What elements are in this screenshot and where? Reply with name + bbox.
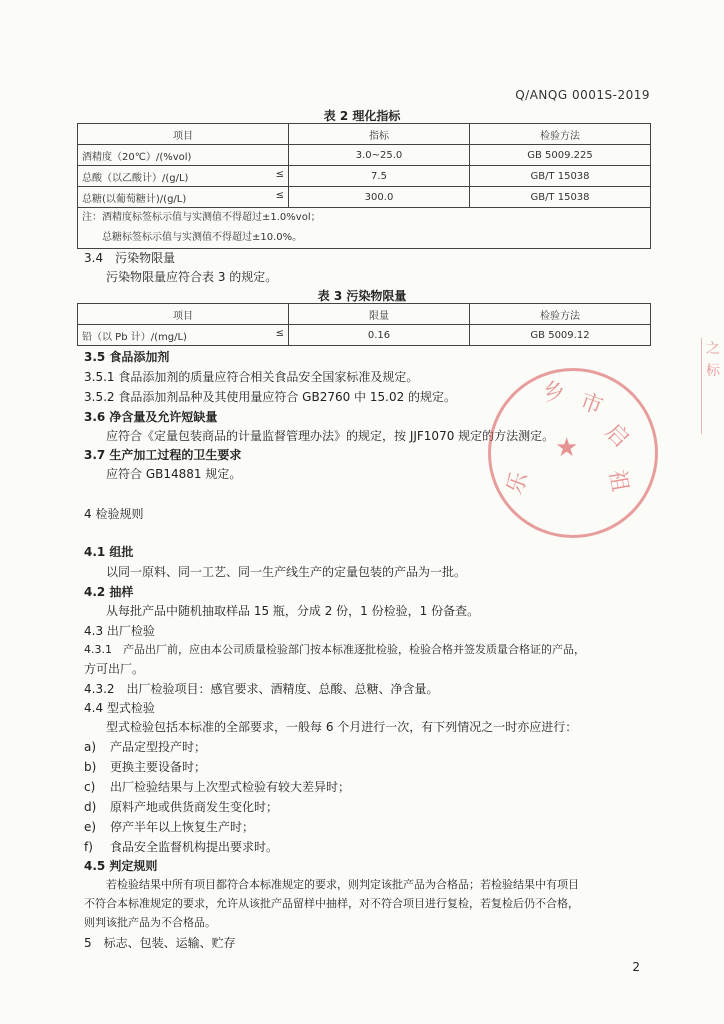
section-4-3-1: 4.3.1 产品出厂前，应由本公司质量检验部门按本标准逐批检验，检验合格并签发质量合格证的产品， [84,643,585,656]
table2-header-method: 检验方法 [470,124,651,145]
section-4-2-text: 从每批产品中随机抽取样品 15 瓶，分成 2 份，1 份检验，1 份备查。 [106,604,480,618]
list-item: c) 出厂检验结果与上次型式检验有较大差异时； [84,780,351,794]
section-3-6-heading: 3.6 净含量及允许短缺量 [84,410,218,424]
seal-star-icon: ★ [555,433,579,463]
table3-header-method: 检验方法 [470,304,651,325]
table3-value: 0.16 [289,325,470,346]
table-row [78,145,651,166]
section-4-5-line-1: 若检验结果中所有项目都符合本标准规定的要求，则判定该批产品为合格品；若检验结果中有项目 [106,878,579,891]
standard-number: Q/ANQG 0001S-2019 [515,88,650,102]
list-item: e) 停产半年以上恢复生产时； [84,820,255,834]
table-row [78,187,651,208]
table2-note-1: 注：酒精度标签标示值与实测值不得超过±1.0%vol； [82,212,321,223]
section-4-2-heading: 4.2 抽样 [84,585,134,599]
section-3-7-heading: 3.7 生产加工过程的卫生要求 [84,448,242,462]
table3-header-limit: 限量 [289,304,470,325]
edge-seal-char: 标 [706,363,720,379]
table2-item: 酒精度（20℃）/(%vol) [78,145,289,166]
seal-char: 启 [599,419,634,453]
table2-item: 总酸（以乙酸计）/(g/L) ≤ [78,166,289,187]
list-item: d) 原料产地或供货商发生变化时； [84,800,279,814]
table2-method: GB/T 15038 [470,166,651,187]
seal-char: 市 [576,388,606,420]
section-3-5-1: 3.5.1 食品添加剂的质量应符合相关食品安全国家标准及规定。 [84,370,419,384]
section-3-4-text: 污染物限量应符合表 3 的规定。 [106,270,278,284]
table2-method: GB 5009.225 [470,145,651,166]
list-item: a) 产品定型投产时； [84,740,207,754]
section-4-5-line-3: 则判该批产品为不合格品。 [84,916,216,929]
section-4-4-heading: 4.4 型式检验 [84,701,155,715]
list-item: f) 食品安全监督机构提出要求时。 [84,840,279,854]
table2 [77,123,651,249]
list-item: b) 更换主要设备时； [84,760,207,774]
section-4-1-heading: 4.1 组批 [84,545,134,559]
section-4-5-heading: 4.5 判定规则 [84,859,158,873]
section-4-heading: 4 检验规则 [84,507,144,521]
seal-char: 乐 [502,468,534,498]
seal-char: 乡 [541,378,568,407]
table2-value: 3.0~25.0 [289,145,470,166]
table2-header-item: 项目 [78,124,289,145]
table2-value: 7.5 [289,166,470,187]
section-3-4-heading: 3.4 污染物限量 [84,251,176,265]
section-4-3-2: 4.3.2 出厂检验项目：感官要求、酒精度、总酸、总糖、净含量。 [84,682,439,696]
table3-item: 铅（以 Pb 计）/(mg/L) ≤ [78,325,289,346]
table2-method: GB/T 15038 [470,187,651,208]
table-row [78,166,651,187]
section-3-6-text: 应符合《定量包装商品的计量监督管理办法》的规定，按 JJF1070 规定的方法测定。 [106,429,555,443]
table2-caption: 表 2 理化指标 [323,109,401,123]
seal-char: 祖 [603,467,633,494]
section-3-7-text: 应符合 GB14881 规定。 [106,467,242,481]
section-4-3-heading: 4.3 出厂检验 [84,624,155,638]
section-5-heading: 5 标志、包装、运输、贮存 [84,936,236,950]
company-seal [488,368,658,538]
edge-seal-char: 之 [706,341,720,357]
table2-value: 300.0 [289,187,470,208]
table2-header-index: 指标 [289,124,470,145]
table2-note-2: 总糖标签标示值与实测值不得超过±10.0%。 [102,232,303,243]
section-3-5-heading: 3.5 食品添加剂 [84,350,170,364]
section-4-1-text: 以同一原料、同一工艺、同一生产线生产的定量包装的产品为一批。 [106,565,467,579]
table2-item: 总糖(以葡萄糖计)/(g/L) ≤ [78,187,289,208]
table3-header-item: 项目 [78,304,289,325]
edge-seal-fragment [701,338,724,434]
page-number: 2 [632,960,640,974]
section-4-4-intro: 型式检验包括本标准的全部要求，一般每 6 个月进行一次，有下列情况之一时亦应进行： [106,720,578,734]
table2-notes [78,208,651,249]
table3-caption: 表 3 污染物限量 [317,289,407,303]
table-row [78,325,651,346]
section-4-3-1-cont: 方可出厂。 [84,662,145,676]
table3 [77,303,651,346]
section-3-5-2: 3.5.2 食品添加剂品种及其使用量应符合 GB2760 中 15.02 的规定。 [84,390,457,404]
section-4-5-line-2: 不符合本标准规定的要求，允许从该批产品留样中抽样，对不符合项目进行复检，若复检后仍不合格， [84,897,579,910]
table3-method: GB 5009.12 [470,325,651,346]
